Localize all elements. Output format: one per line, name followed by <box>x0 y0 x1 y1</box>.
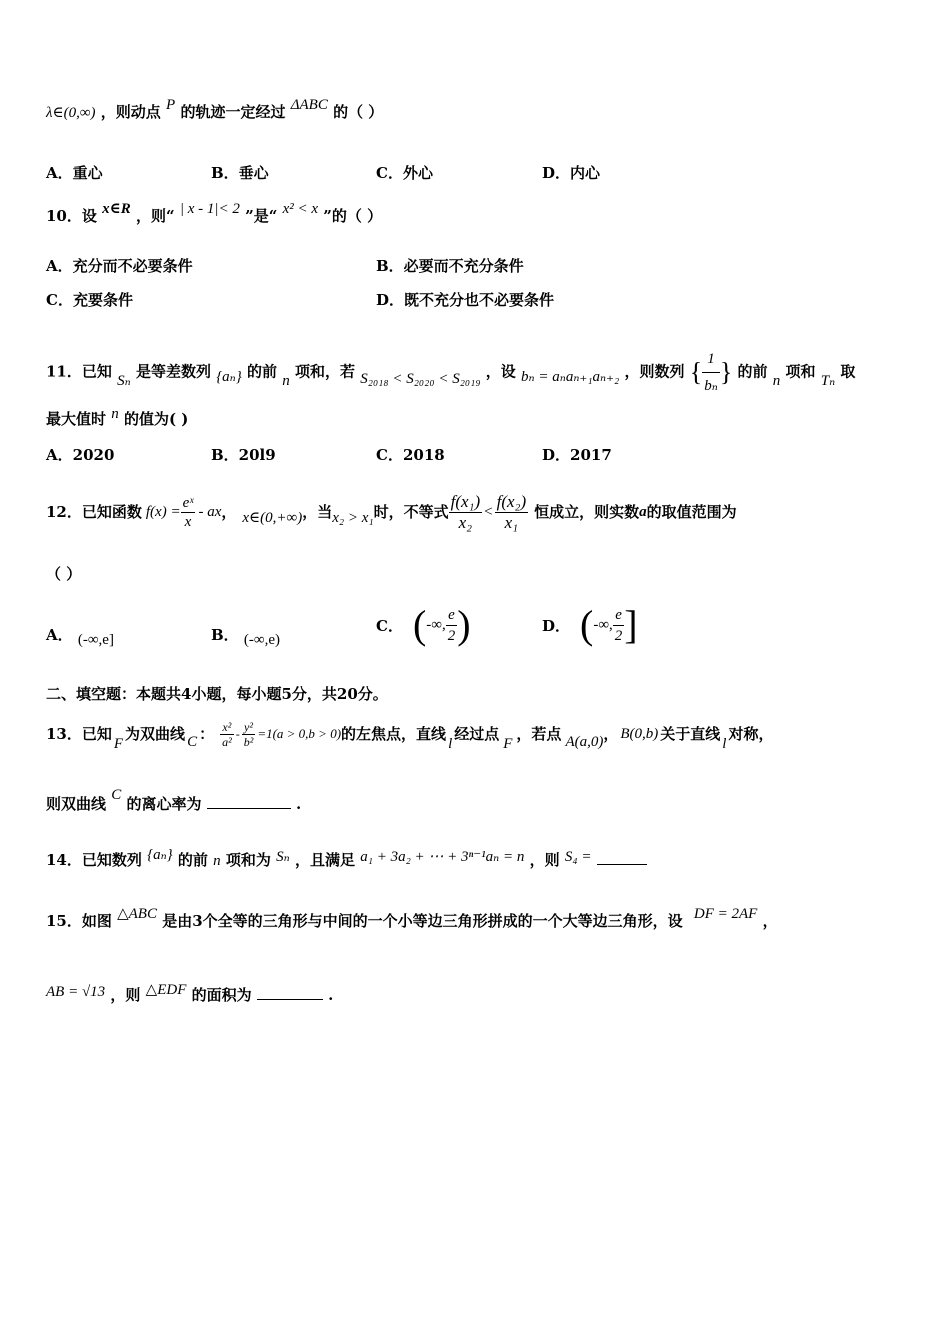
q11-option-c: C．2018 <box>376 446 445 464</box>
q12-text5: 的取值范围为 <box>646 503 737 521</box>
q12-option-c-den: 2 <box>447 627 456 644</box>
q14-line <box>46 848 647 873</box>
q14-text1: 的前 <box>177 851 208 869</box>
q12-option-a-label: A． <box>46 626 73 644</box>
q11-text2: 的前 <box>247 362 278 381</box>
q13-eq-math: =1(a > 0,b > 0) <box>257 726 342 741</box>
q11-text5: ，则数列 <box>624 362 685 381</box>
q13-l2-math: l <box>722 736 727 752</box>
q11-sn-math: Sₙ <box>117 372 131 389</box>
q13-text5: ，若点 <box>516 725 562 743</box>
section-2-heading: 二、填空题：本题共4小题，每小题5分，共20分。 <box>46 685 388 703</box>
q12-fraction-1-denominator: x₂ <box>458 512 473 532</box>
q13-b-math: B(0,b) <box>620 726 659 742</box>
q12-option-c-label: C． <box>376 616 403 635</box>
q12-option-d-pre: -∞, <box>593 616 613 633</box>
q15-line <box>46 908 778 935</box>
q10-option-b: B．必要而不充分条件 <box>376 257 524 275</box>
q12-option-c-lparen: ( <box>412 602 427 647</box>
q12-option-b-value: (-∞,e) <box>243 632 281 648</box>
q11-line2 <box>46 406 189 430</box>
q15-number: 15．如图 <box>46 912 112 930</box>
q13-l-math: l <box>448 736 453 752</box>
q9-p-math: P <box>166 97 176 113</box>
q14-text4: ，则 <box>529 851 560 869</box>
q11-right-brace: } <box>719 357 733 387</box>
q14-s4-math: S₄ = <box>564 849 592 865</box>
q9-line <box>46 97 384 123</box>
q13-f-math: F <box>113 736 124 752</box>
q15-edf-math: △EDF <box>145 982 187 998</box>
q12-paren: （ ） <box>46 565 82 583</box>
q14-n-math: n <box>213 853 221 869</box>
q15-text1: 是由3个全等的三角形与中间的一个小等边三角形拼成的一个大等边三角形，设 <box>162 912 683 930</box>
q12-number: 12．已知函数 <box>46 503 142 521</box>
q9-option-c: C．外心 <box>376 164 433 182</box>
q12-option-c-fraction <box>446 605 458 646</box>
q10-option-a: A．充分而不必要条件 <box>46 257 193 275</box>
q10-text1: ，则“ <box>135 207 175 225</box>
q12-line <box>46 480 737 544</box>
q13-number: 13．已知 <box>46 725 112 743</box>
q14-answer-blank[interactable] <box>597 850 647 865</box>
q9-lambda-math: λ∈(0,∞) <box>46 105 96 121</box>
q11-text8: 取 <box>840 362 856 381</box>
q12-ax-math: - ax <box>198 504 222 520</box>
q9-option-d: D．内心 <box>542 164 601 182</box>
q13-text7: 对称， <box>728 725 774 743</box>
q12-option-a-value: (-∞,e] <box>77 632 114 648</box>
q10-x-math: x∈R <box>102 201 131 217</box>
q10-cond2-math: x² < x <box>282 201 319 217</box>
q13-x-num: x² <box>220 720 234 735</box>
q9-option-b: B．垂心 <box>211 164 269 182</box>
q13-text1: 为双曲线 <box>125 725 186 743</box>
q15-text4: 的面积为 <box>191 986 252 1004</box>
q11-ineq-math: S₂₀₁₈ < S₂₀₂₀ < S₂₀₁₉ <box>360 370 481 387</box>
q11-an-math: {aₙ} <box>216 368 242 385</box>
q12-option-c-pre: -∞, <box>426 616 446 633</box>
q15-abc-math: △ABC <box>117 906 157 922</box>
q11-line2-a: 最大值时 <box>46 410 107 428</box>
q12-ex-denominator: x <box>184 513 192 530</box>
q13-text4: 经过点 <box>454 725 500 743</box>
q15-df-math: DF = 2AF <box>693 906 758 922</box>
q9-text2: 的轨迹一定经过 <box>180 103 286 121</box>
q11-fraction-denominator: bₙ <box>704 378 718 394</box>
q13-line2-b: 的离心率为 <box>126 795 202 813</box>
q13-text6: 关于直线 <box>660 725 721 743</box>
q13-comma: ， <box>603 725 619 743</box>
q12-cmp-math: x₂ > x₁ <box>332 510 374 526</box>
q11-n-math: n <box>282 372 290 389</box>
q11-text1: 是等差数列 <box>135 362 211 381</box>
q12-ex-fraction <box>181 494 196 531</box>
q13-line2-c: . <box>295 795 302 813</box>
q12-a-math: a <box>639 504 647 520</box>
q12-text3: 时，不等式 <box>373 503 449 521</box>
q9-abc-math: ΔABC <box>290 97 328 113</box>
q11-line2-n-math: n <box>111 406 119 422</box>
q9-text1: ，则动点 <box>100 103 161 121</box>
q15-ab-math: AB = √13 <box>46 984 106 1000</box>
q12-option-d-rbracket: ] <box>624 602 638 647</box>
q14-sn-math: Sₙ <box>276 849 290 865</box>
q10-text3: ”的（ ） <box>323 207 383 225</box>
q14-eq-math: a₁ + 3a₂ + ⋯ + 3ⁿ⁻¹aₙ = n <box>360 849 525 865</box>
q10-line <box>46 201 383 227</box>
q13-f2-math: F <box>503 736 513 752</box>
q12-fraction-2-denominator: x₁ <box>504 512 519 532</box>
q12-option-c-rparen: ) <box>457 602 471 647</box>
q13-x-fraction <box>220 720 234 749</box>
q13-y-den: b² <box>243 734 254 749</box>
q12-fraction-1 <box>449 492 483 533</box>
q13-c-math: C <box>187 734 198 750</box>
q13-x-den: a² <box>222 734 232 749</box>
q11-n2-math: n <box>772 372 781 389</box>
q12-option-b <box>211 624 281 648</box>
q11-option-a: A．2020 <box>46 446 115 464</box>
q12-text4: 恒成立，则实数 <box>534 503 640 521</box>
q12-fraction-1-numerator: f(x₁) <box>450 491 481 511</box>
q12-ex-numerator: eˣ <box>182 494 194 511</box>
q12-option-c <box>376 600 471 650</box>
q13-answer-blank[interactable] <box>207 794 291 809</box>
q12-fraction-2-numerator: f(x₂) <box>496 491 527 511</box>
q11-number: 11．已知 <box>46 362 112 381</box>
q10-option-d: D．既不充分也不必要条件 <box>376 291 555 309</box>
q11-fraction <box>702 346 720 399</box>
q11-line <box>46 346 855 399</box>
q11-option-b: B．20l9 <box>211 446 276 464</box>
q12-text1: ， <box>221 503 237 521</box>
q12-option-d-fraction <box>613 605 625 646</box>
q11-bn-math: bₙ = aₙaₙ₊₁aₙ₊₂ <box>521 368 620 385</box>
q11-text7: 项和 <box>785 362 816 381</box>
q12-option-a <box>46 624 114 648</box>
q14-text3: ，且满足 <box>294 851 355 869</box>
q12-option-d-label: D． <box>542 616 571 635</box>
q9-option-a: A．重心 <box>46 164 103 182</box>
q12-option-d-num: e <box>613 605 625 626</box>
q13-text2: ： <box>199 725 215 743</box>
q9-text3: 的（ ） <box>333 103 384 121</box>
q12-f-math: f(x) = <box>145 504 181 520</box>
q13-a-math: A(a,0) <box>565 734 604 750</box>
q15-text3: ，则 <box>110 986 141 1004</box>
q14-an-math: {aₙ} <box>147 847 173 863</box>
q11-text3: 项和，若 <box>294 362 355 381</box>
q13-line2-a: 则双曲线 <box>46 795 107 813</box>
q12-less-than: < <box>484 504 493 520</box>
q11-left-brace: { <box>689 357 703 387</box>
q14-text2: 项和为 <box>225 851 271 869</box>
q11-line2-b: 的值为( ) <box>123 410 189 428</box>
q12-text2: ，当 <box>302 503 333 521</box>
q12-domain-math: x∈(0,+∞) <box>242 510 303 526</box>
q15-line2 <box>46 982 333 1009</box>
q13-line <box>46 712 773 756</box>
q13-line2-c-math: C <box>111 787 122 803</box>
q10-cond1-math: | x - 1|< 2 <box>179 201 240 217</box>
q11-tn-math: Tₙ <box>820 372 836 389</box>
q10-text2: ”是“ <box>245 207 278 225</box>
q13-y-fraction <box>242 720 256 749</box>
q11-text4: ，设 <box>485 362 516 381</box>
q11-option-d: D．2017 <box>542 446 612 464</box>
q15-text2: ， <box>762 912 778 930</box>
q12-option-d <box>542 600 638 650</box>
q10-number: 10．设 <box>46 207 97 225</box>
q12-fraction-2 <box>495 492 529 533</box>
q13-text3: 的左焦点，直线 <box>341 725 447 743</box>
q13-line2 <box>46 787 302 815</box>
q15-text5: . <box>328 986 334 1004</box>
q11-fraction-numerator: 1 <box>702 346 720 373</box>
q15-answer-blank[interactable] <box>257 985 323 1000</box>
q14-number: 14．已知数列 <box>46 851 142 869</box>
q12-option-c-num: e <box>446 605 458 626</box>
q13-y-num: y² <box>242 720 256 735</box>
q12-option-d-den: 2 <box>614 627 623 644</box>
q10-option-c: C．充要条件 <box>46 291 133 309</box>
q11-text6: 的前 <box>737 362 768 381</box>
q12-option-b-label: B． <box>211 626 239 644</box>
q13-minus: - <box>235 727 240 741</box>
q12-option-d-lparen: ( <box>580 602 594 647</box>
